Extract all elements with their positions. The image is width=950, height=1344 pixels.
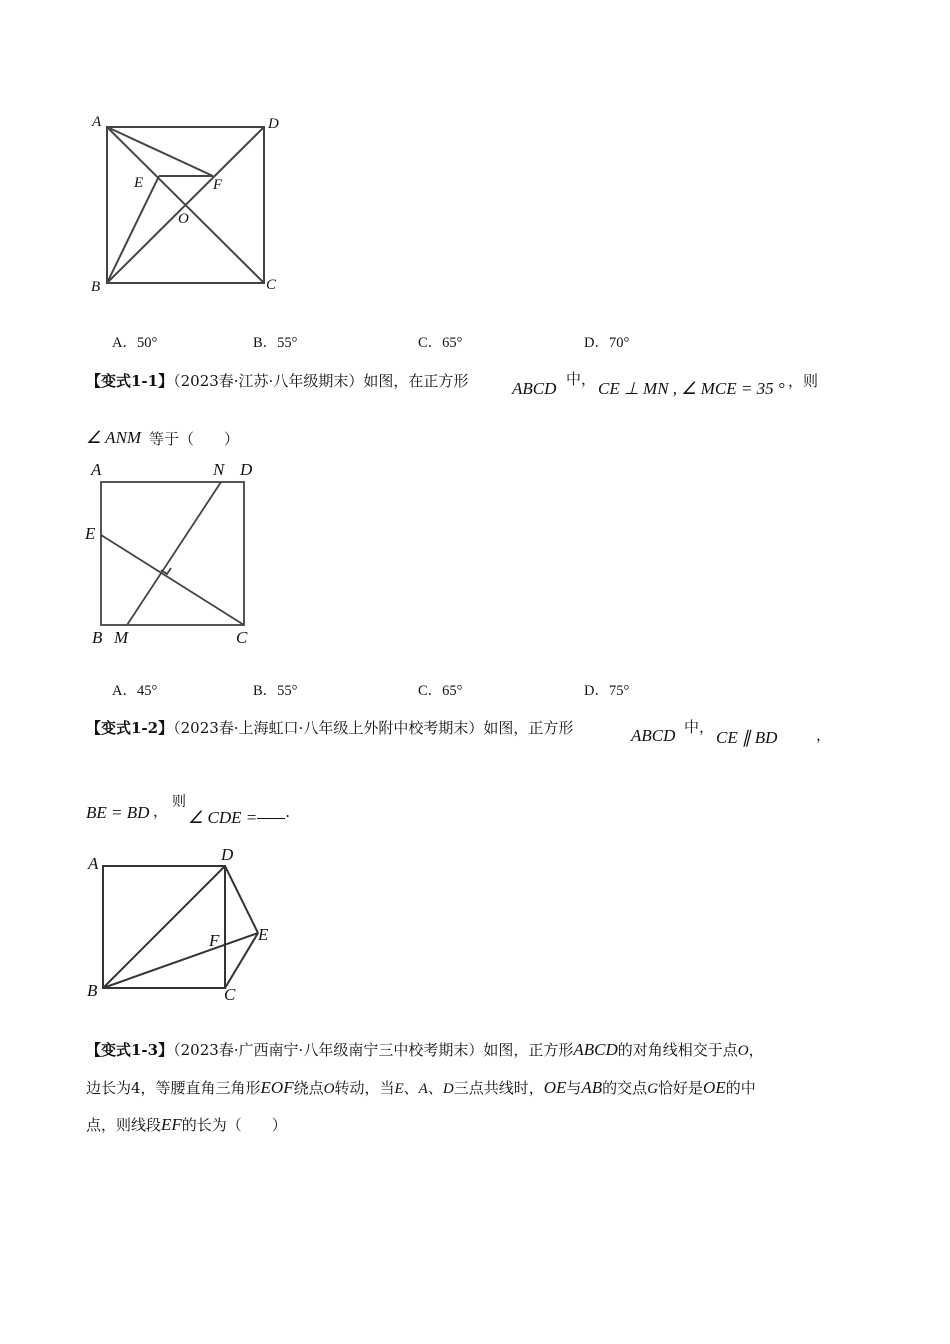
fig2-label-n: N <box>213 460 225 479</box>
q12-text1: 如图，正方形 <box>483 719 574 737</box>
fig2-label-e: E <box>85 524 96 543</box>
q13-line2 <box>86 1077 756 1098</box>
q13-point-e: E <box>394 1081 404 1097</box>
q11-math-condition: CE ⊥ MN , ∠ MCE = 35 ° <box>598 379 785 398</box>
fig3-label-e: E <box>258 925 269 944</box>
q11-tag: 【变式1-1】 <box>86 372 174 390</box>
q11-text4: 等于（ ） <box>149 430 240 448</box>
q11-math-abcd: ABCD <box>512 379 557 398</box>
q0-option-d[interactable]: D．70° <box>584 335 630 351</box>
q13-line2-b: 绕点 <box>293 1079 324 1097</box>
q11-option-b[interactable]: B．55° <box>253 683 298 699</box>
q13-line2-i: 的中 <box>725 1079 756 1097</box>
q12-math-abcd: ABCD <box>631 726 676 745</box>
q12-text3: ， <box>816 726 832 744</box>
q13-math-ef: EF <box>161 1115 182 1134</box>
fig3-label-c: C <box>224 985 236 1004</box>
q13-line2-a: 边长为4，等腰直角三角形 <box>86 1079 261 1097</box>
fig3-label-f: F <box>209 931 220 950</box>
q13-line1-b: 的对角线相交于点 <box>617 1041 738 1059</box>
q13-line2-o: O <box>323 1081 335 1097</box>
q13-math-oe: OE <box>543 1078 567 1097</box>
q13-tag: 【变式1-3】 <box>86 1041 174 1059</box>
fig1-label-o: O <box>178 211 189 227</box>
q13-sep2: 、 <box>427 1079 443 1097</box>
q13-math-abcd: ABCD <box>573 1040 618 1059</box>
q12-math-parallel: CE ∥ BD <box>716 728 778 747</box>
q13-line1-a: 如图，正方形 <box>483 1041 574 1059</box>
q11-option-a[interactable]: A．45° <box>112 683 158 699</box>
fig1-label-a: A <box>92 114 102 130</box>
q13-line3-a: 点，则线段 <box>86 1116 162 1134</box>
fig1-label-d: D <box>268 116 279 132</box>
fig2-label-d: D <box>240 460 253 479</box>
q12-tag: 【变式1-2】 <box>86 719 174 737</box>
q12-text5: 则 <box>172 794 186 810</box>
q13-line2-e2: 与 <box>566 1079 582 1097</box>
q13-line1 <box>86 1039 764 1060</box>
q13-math-oe-2: OE <box>703 1078 726 1097</box>
q13-point-g: G <box>647 1081 659 1097</box>
q13-point-a: A <box>418 1081 428 1097</box>
q12-text2: 中， <box>684 718 715 736</box>
q13-sep1: 、 <box>403 1079 419 1097</box>
q12-math-be-bd: BE = BD <box>86 803 150 822</box>
fig3-label-d: D <box>221 845 234 864</box>
q13-point-o: O <box>737 1043 749 1059</box>
q12-text6: . <box>285 803 290 821</box>
q11-option-c[interactable]: C．65° <box>418 683 463 699</box>
fig1-label-c: C <box>266 277 277 293</box>
q11-math-anm: ∠ ANM <box>86 428 142 447</box>
q13-source: （2023春·广西南宁·八年级南宁三中校考期末） <box>173 1041 484 1059</box>
q11-option-d[interactable]: D．75° <box>584 683 630 699</box>
q13-line3 <box>86 1114 287 1135</box>
q11-source: （2023春·江苏·八年级期末） <box>173 372 364 390</box>
q13-math-eof: EOF <box>260 1078 294 1097</box>
q11-text2: 中， <box>566 370 597 388</box>
q13-math-ab: AB <box>581 1078 603 1097</box>
fig1-label-e: E <box>134 175 144 191</box>
q12-text4: ， <box>153 802 169 820</box>
q0-option-c[interactable]: C．65° <box>418 335 463 351</box>
fig3-label-a: A <box>88 854 99 873</box>
q13-line2-d2: 三点共线时， <box>453 1079 544 1097</box>
q11-text1: 如图，在正方形 <box>363 372 469 390</box>
q13-line1-c: ， <box>748 1041 764 1059</box>
fig2-label-b: B <box>92 628 103 647</box>
q0-option-a[interactable]: A．50° <box>112 335 158 351</box>
q0-option-b[interactable]: B．55° <box>253 335 298 351</box>
q11-text3: ，则 <box>788 372 819 390</box>
fig1-label-f: F <box>213 177 223 193</box>
fig2-label-a: A <box>91 460 102 479</box>
q13-line2-f: 的交点 <box>602 1079 648 1097</box>
fig1-label-b: B <box>91 279 101 295</box>
q13-line2-c: 转动，当 <box>334 1079 395 1097</box>
q13-line3-b: 的长为（ ） <box>181 1116 287 1134</box>
fig3-label-b: B <box>87 981 98 1000</box>
q12-source: （2023春·上海虹口·八年级上外附中校考期末） <box>173 719 484 737</box>
fig2-label-m: M <box>114 628 129 647</box>
q12-math-cde: ∠ CDE = <box>188 808 258 827</box>
fig2-label-c: C <box>236 628 248 647</box>
q13-point-d: D <box>442 1081 454 1097</box>
q13-line2-h: 恰好是 <box>658 1079 704 1097</box>
